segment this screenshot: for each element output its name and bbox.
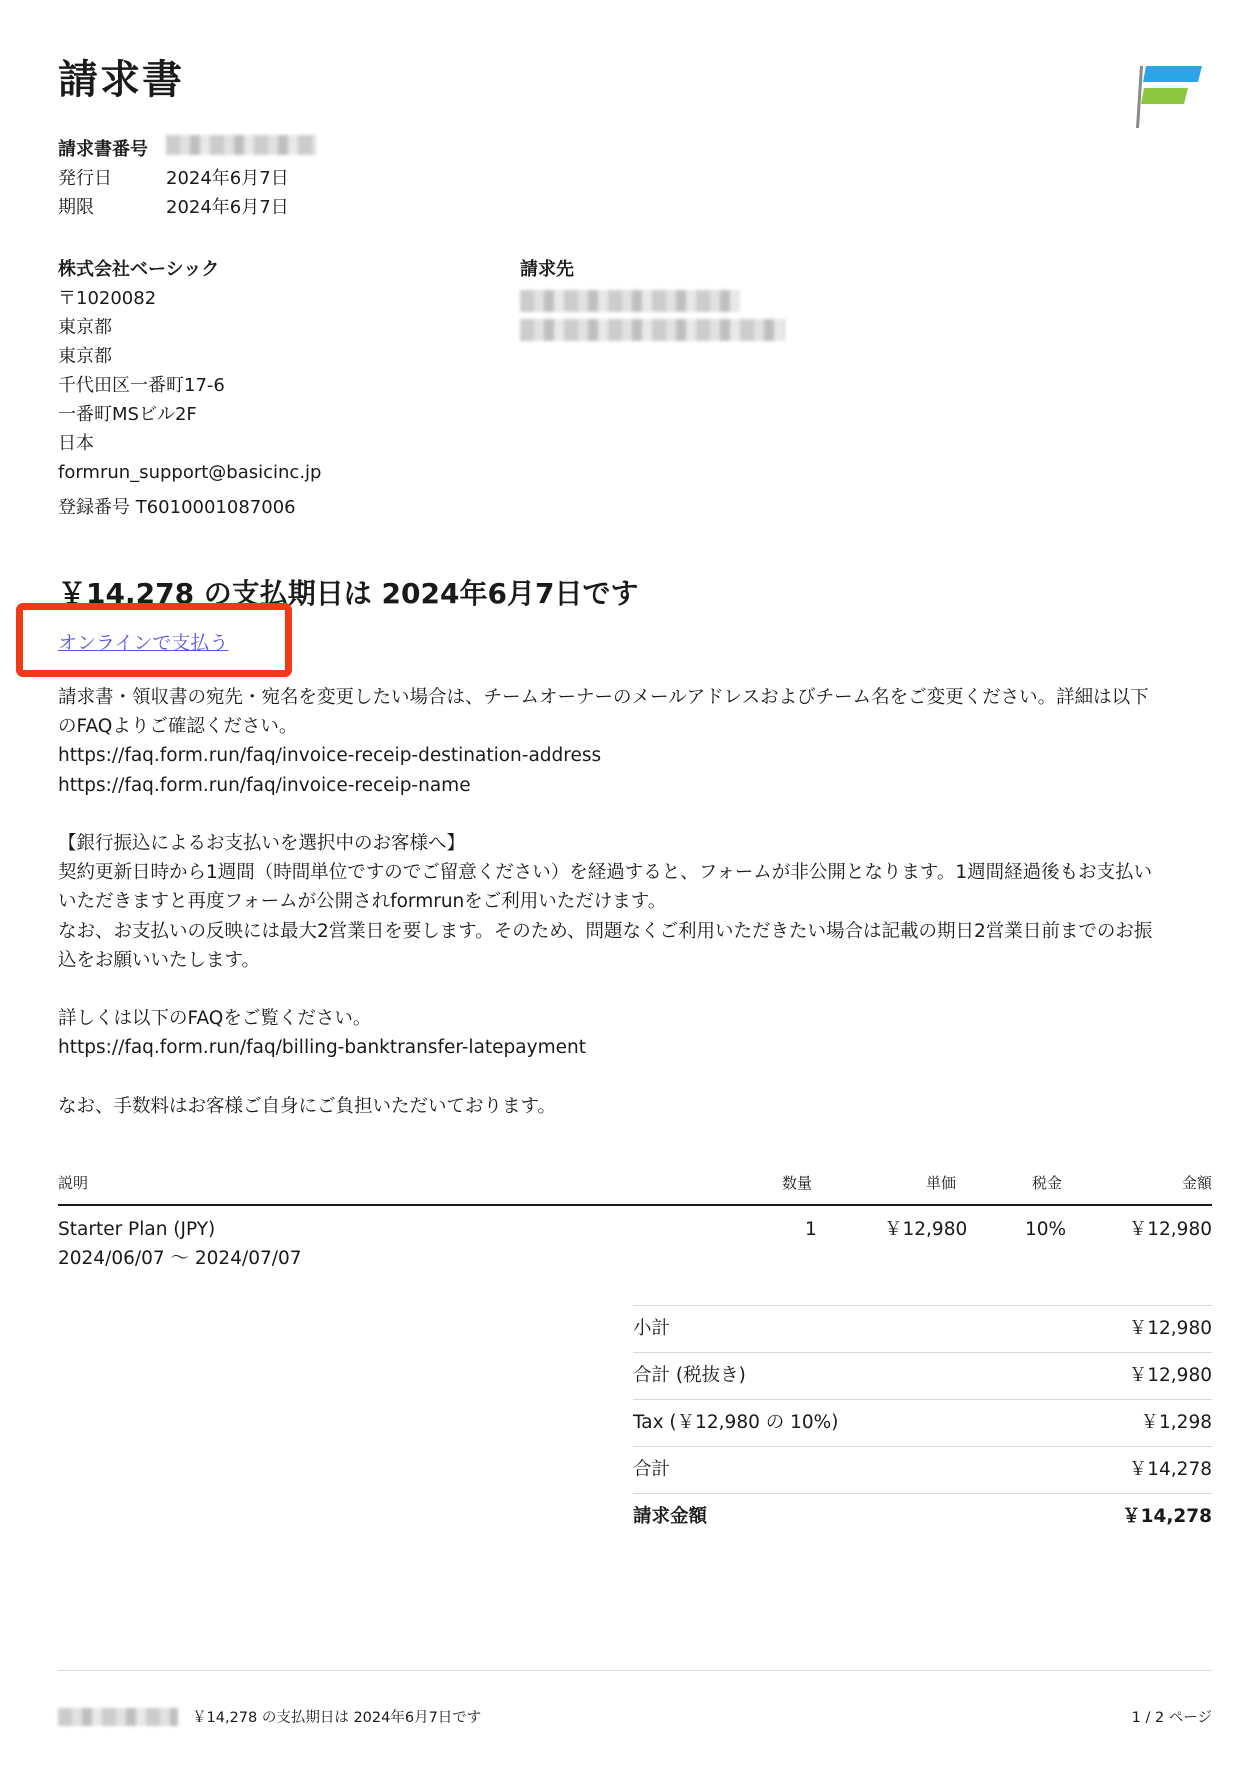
due-date-value: 2024年6月7日 bbox=[166, 197, 289, 218]
amount-billed-value: ￥14,278 bbox=[1122, 1506, 1212, 1527]
note-line: 【銀行振込によるお支払いを選択中のお客様へ】 bbox=[58, 833, 466, 854]
total-value: ￥14,278 bbox=[1128, 1459, 1212, 1480]
note-line: いただきますと再度フォームが公開されformrunをご利用いただけます。 bbox=[58, 891, 667, 913]
invoice-number-row bbox=[58, 135, 316, 164]
header-description: 説明 bbox=[58, 1174, 89, 1192]
total-row bbox=[633, 1446, 1212, 1493]
faq-url: https://faq.form.run/faq/invoice-receip-destination-address bbox=[58, 745, 602, 767]
issue-date-label: 発行日 bbox=[58, 168, 112, 189]
subtotal-value: ￥12,980 bbox=[1128, 1318, 1212, 1339]
table-row bbox=[58, 1215, 1212, 1273]
tax-label: Tax (￥12,980 の 10%) bbox=[633, 1412, 839, 1433]
seller-pref: 東京都 bbox=[58, 317, 112, 338]
seller-city: 東京都 bbox=[58, 346, 112, 367]
faq-url: https://faq.form.run/faq/billing-banktransfer-latepayment bbox=[58, 1037, 586, 1059]
issue-date-row bbox=[58, 164, 316, 193]
formrun-logo-icon bbox=[1130, 60, 1210, 130]
header-quantity: 数量 bbox=[782, 1174, 813, 1192]
seller-name: 株式会社ベーシック bbox=[58, 259, 220, 280]
footer-divider bbox=[58, 1670, 1212, 1671]
issue-date-value: 2024年6月7日 bbox=[166, 168, 289, 189]
total-excl-tax-value: ￥12,980 bbox=[1128, 1365, 1212, 1386]
total-excl-tax-row bbox=[633, 1352, 1212, 1399]
page-number: 1 / 2 ページ bbox=[1131, 1710, 1212, 1726]
total-label: 合計 bbox=[633, 1459, 671, 1480]
note-line: なお、お支払いの反映には最大2営業日を要します。そのため、問題なくご利用いただきたい場合は記載の期日2営業日前までのお振 bbox=[58, 920, 1153, 942]
faq-url: https://faq.form.run/faq/invoice-receip-name bbox=[58, 774, 471, 796]
summary-table bbox=[633, 1305, 1212, 1540]
note-spacer bbox=[58, 975, 1208, 1004]
item-name: Starter Plan (JPY) bbox=[58, 1219, 216, 1240]
header-unit-price: 単価 bbox=[926, 1174, 957, 1192]
redacted-bill-to-line1 bbox=[520, 290, 740, 312]
due-notice-heading: ￥14,278 の支払期日は 2024年6月7日です bbox=[58, 577, 639, 610]
seller-email: formrun_support@basicinc.jp bbox=[58, 462, 322, 483]
tax-row bbox=[633, 1399, 1212, 1446]
seller-address bbox=[58, 255, 321, 522]
seller-registration: 登録番号 T6010001087006 bbox=[58, 497, 296, 518]
subtotal-row bbox=[633, 1305, 1212, 1352]
seller-country: 日本 bbox=[58, 433, 94, 454]
invoice-notes bbox=[58, 683, 1208, 1121]
invoice-title: 請求書 bbox=[58, 57, 184, 103]
seller-postal: 〒1020082 bbox=[58, 288, 157, 309]
note-line: 詳しくは以下のFAQをご覧ください。 bbox=[58, 1008, 372, 1030]
item-period: 2024/06/07 〜 2024/07/07 bbox=[58, 1248, 302, 1269]
note-line: 契約更新日時から1週間（時間単位ですのでご留意ください）を経過すると、フォームが非公開となります。1週間経過後もお支払い bbox=[58, 862, 1153, 884]
line-items-header bbox=[58, 1170, 1212, 1206]
item-tax: 10% bbox=[1025, 1219, 1067, 1240]
footer-due-notice bbox=[58, 1706, 481, 1727]
invoice-meta bbox=[58, 135, 316, 222]
amount-billed-row bbox=[633, 1493, 1212, 1540]
header-tax: 税金 bbox=[1032, 1174, 1063, 1192]
pay-online-link[interactable]: オンラインで支払う bbox=[58, 632, 229, 654]
item-unit-price: ￥12,980 bbox=[884, 1219, 968, 1240]
note-line: 込をお願いいたします。 bbox=[58, 949, 261, 971]
invoice-number-label: 請求書番号 bbox=[58, 139, 148, 160]
note-line: 請求書・領収書の宛先・宛名を変更したい場合は、チームオーナーのメールアドレスおよびチーム名をご変更ください。詳細は以下 bbox=[58, 687, 1149, 708]
seller-address2: 一番町MSビル2F bbox=[58, 404, 197, 425]
item-quantity: 1 bbox=[805, 1219, 817, 1240]
note-spacer bbox=[58, 800, 1208, 829]
redacted-bill-to-line2 bbox=[520, 319, 785, 341]
redacted-invoice-number bbox=[166, 135, 316, 155]
seller-address1: 千代田区一番町17-6 bbox=[58, 375, 225, 396]
header-amount: 金額 bbox=[1181, 1174, 1212, 1192]
subtotal-label: 小計 bbox=[633, 1318, 671, 1339]
due-date-row bbox=[58, 193, 316, 222]
bill-to bbox=[520, 255, 785, 342]
due-date-label: 期限 bbox=[58, 197, 94, 218]
amount-billed-label: 請求金額 bbox=[633, 1506, 708, 1527]
footer-due-text: ￥14,278 の支払期日は 2024年6月7日です bbox=[192, 1710, 482, 1726]
redacted-footer-number bbox=[58, 1708, 178, 1726]
note-spacer bbox=[58, 1063, 1208, 1092]
note-line: なお、手数料はお客様ご自身にご負担いただいております。 bbox=[58, 1095, 557, 1117]
item-amount: ￥12,980 bbox=[1128, 1219, 1212, 1240]
bill-to-label: 請求先 bbox=[520, 259, 574, 280]
note-line: のFAQよりご確認ください。 bbox=[58, 716, 298, 738]
tax-value: ￥1,298 bbox=[1140, 1412, 1212, 1433]
total-excl-tax-label: 合計 (税抜き) bbox=[633, 1365, 746, 1386]
